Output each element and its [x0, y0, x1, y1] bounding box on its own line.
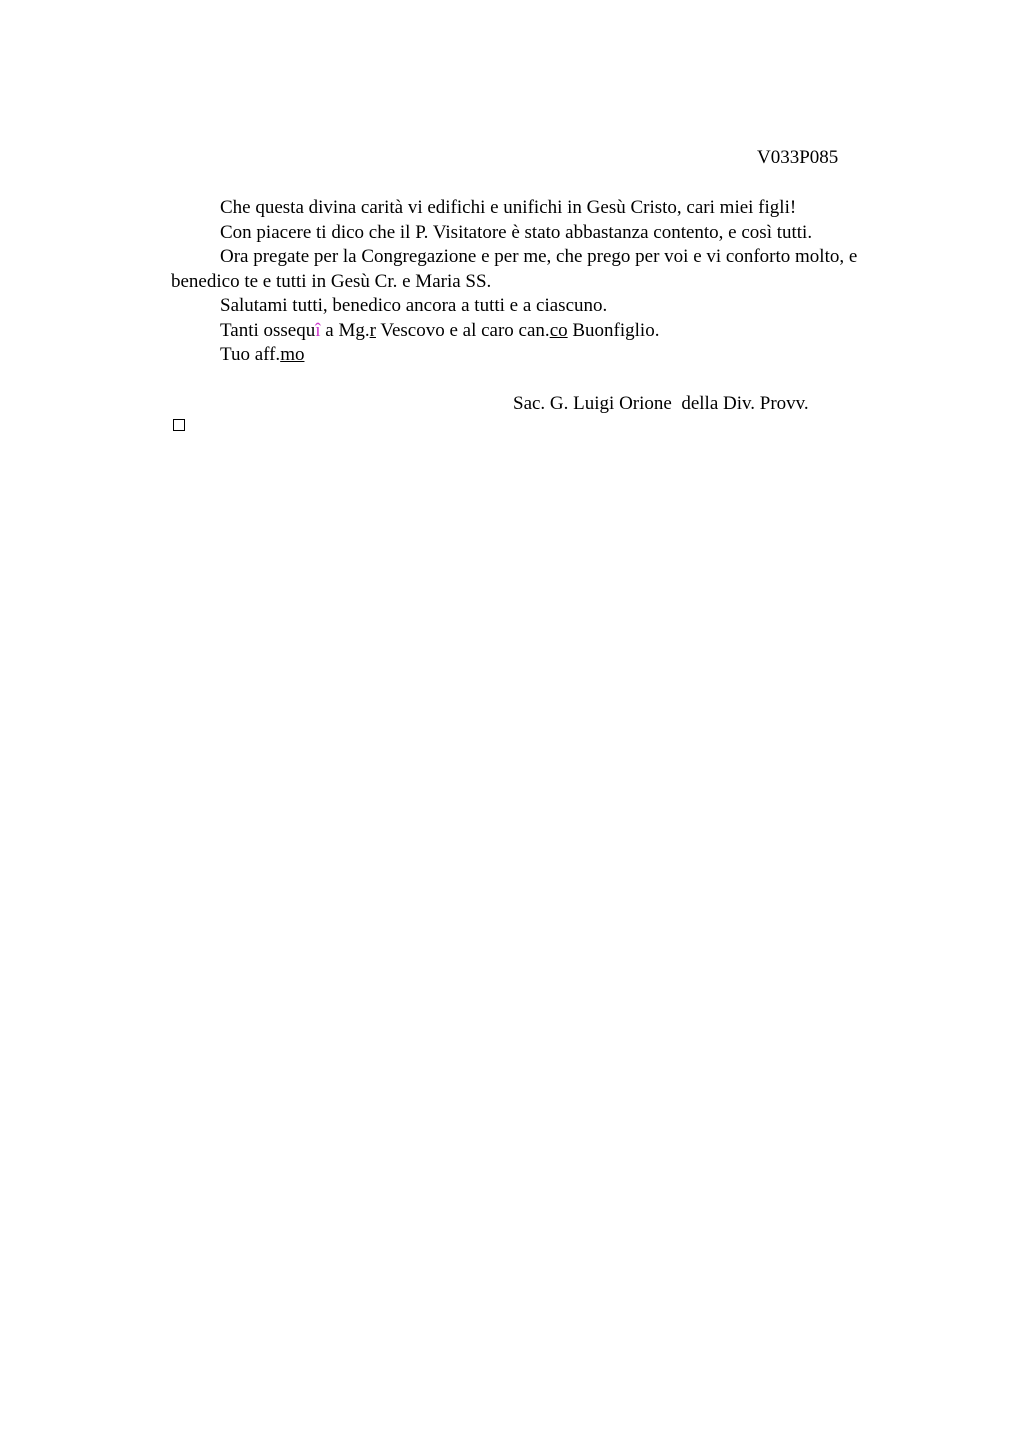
paragraph-2: Con piacere ti dico che il P. Visitatore è stato abbastanza contento, e così tutti. — [220, 221, 813, 243]
closing-line — [171, 343, 911, 368]
paragraph-5-text: a Mg. — [320, 319, 370, 341]
paragraph-3: Ora pregate per la Congregazione e per me, che prego per voi e vi conforto molto, e benedico te e tutti in Gesù Cr. e Maria SS. — [171, 246, 858, 292]
paragraph-1: Che questa divina carità vi edifichi e unifichi in Gesù Cristo, cari miei figli! — [220, 197, 797, 218]
paragraph-4: Salutami tutti, benedico ancora a tutti e a ciascuno. — [220, 295, 608, 316]
paragraph-5-text: Tanti ossequ — [220, 319, 316, 341]
empty-square-icon — [173, 419, 185, 431]
superscript-abbrev: co — [549, 319, 568, 341]
paragraph-5-text: Buonfiglio. — [567, 319, 660, 341]
letter-body — [171, 196, 911, 368]
superscript-abbrev: r — [369, 319, 376, 341]
superscript-abbrev: mo — [280, 344, 305, 365]
signature: Sac. G. Luigi Orione della Div. Provv. — [513, 393, 809, 414]
page-id: V033P085 — [757, 147, 839, 168]
closing-text: Tuo aff. — [220, 344, 281, 365]
paragraph-5 — [171, 319, 911, 344]
paragraph-5-text: Vescovo e al caro can. — [375, 319, 550, 341]
accent-character: î — [315, 319, 321, 341]
